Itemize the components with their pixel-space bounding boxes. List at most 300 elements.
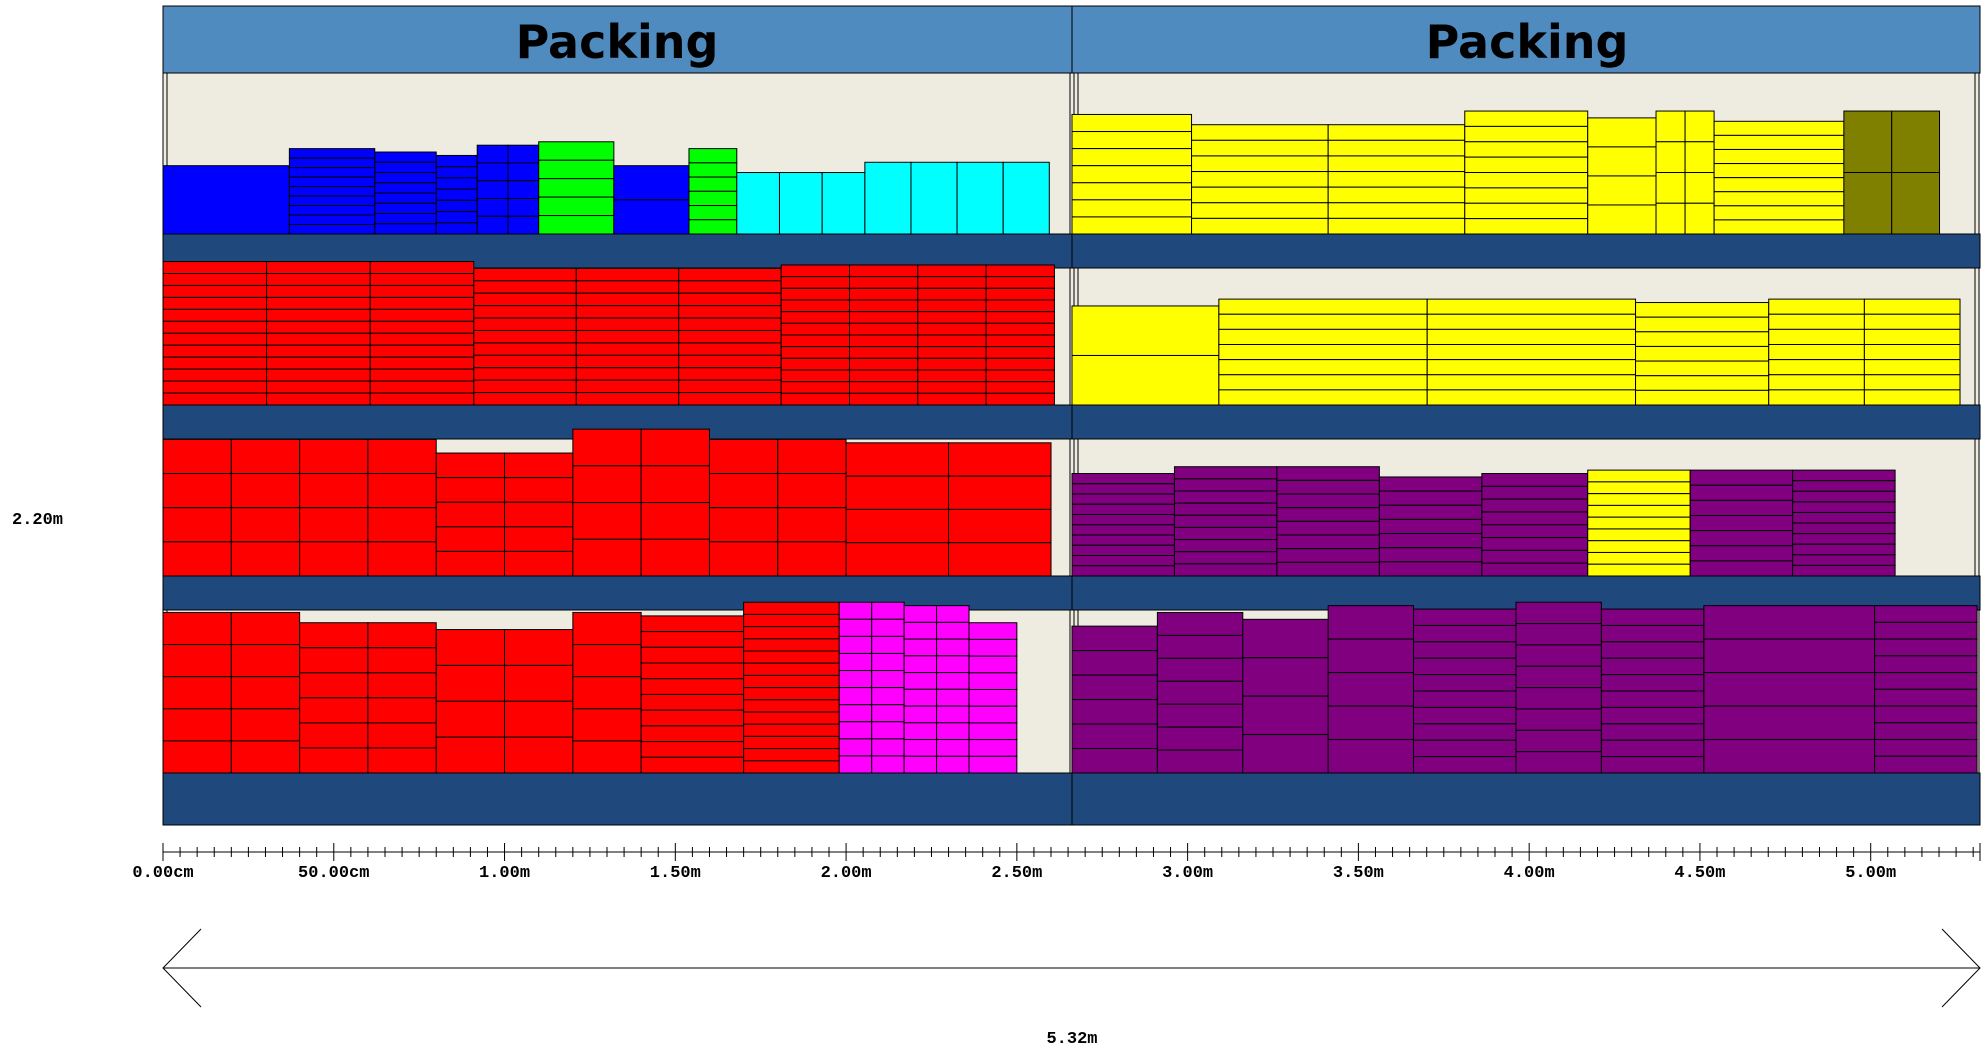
box [781, 393, 849, 405]
box [163, 321, 267, 333]
box [679, 330, 781, 342]
box [1516, 666, 1601, 687]
box [918, 323, 986, 335]
box [576, 318, 678, 330]
box [709, 474, 777, 508]
tick-label: 3.50m [1332, 864, 1384, 883]
box [781, 288, 849, 300]
box [937, 706, 969, 723]
box [744, 749, 840, 761]
box [850, 265, 918, 277]
box [1072, 183, 1192, 200]
box [781, 300, 849, 312]
box-group-left-L4-2 [300, 623, 437, 773]
box [477, 163, 508, 181]
box [1277, 562, 1379, 576]
box [641, 726, 743, 742]
box [1072, 724, 1157, 748]
box [163, 166, 289, 234]
box [300, 673, 368, 698]
box [1414, 740, 1516, 756]
box [846, 509, 948, 542]
box [1328, 606, 1413, 639]
box [937, 673, 969, 690]
box-group-right-L4-7 [1601, 609, 1703, 773]
box [1277, 494, 1379, 508]
box [1690, 470, 1792, 485]
box [231, 709, 299, 741]
box [918, 370, 986, 382]
box [267, 309, 371, 321]
box [969, 756, 1017, 773]
box [1072, 535, 1174, 545]
box [436, 630, 504, 666]
box-group-left-L1-9 [737, 173, 865, 234]
box [1427, 345, 1635, 360]
box [300, 723, 368, 748]
width-label: 5.32m [1046, 1030, 1098, 1047]
box [289, 215, 374, 224]
box [436, 155, 477, 166]
box [1588, 494, 1690, 506]
tick-label: 1.50m [649, 864, 701, 883]
box [1516, 624, 1601, 645]
box [163, 709, 231, 741]
box [289, 187, 374, 196]
box [1072, 149, 1192, 166]
box [1844, 111, 1892, 172]
box [300, 508, 368, 542]
box [1277, 535, 1379, 549]
box [1636, 346, 1769, 361]
box [1769, 375, 1865, 390]
box [1072, 651, 1157, 675]
box [1690, 531, 1792, 546]
box [986, 393, 1054, 405]
box [937, 622, 969, 639]
box [508, 181, 539, 199]
box [1219, 329, 1427, 344]
box [1601, 724, 1703, 740]
box [744, 736, 840, 748]
box [641, 539, 709, 576]
box [1875, 706, 1977, 723]
box [1219, 390, 1427, 405]
box-group-right-L2-3 [1636, 303, 1769, 405]
box [872, 636, 904, 653]
box-group-left-L1-1 [163, 166, 289, 234]
box [1427, 299, 1635, 314]
box [1714, 135, 1844, 149]
box [1690, 485, 1792, 500]
box [1174, 515, 1276, 527]
box [1588, 470, 1690, 482]
box [267, 297, 371, 309]
box [1379, 491, 1481, 505]
box [1379, 505, 1481, 519]
box [1219, 345, 1427, 360]
box [1601, 658, 1703, 674]
box [1072, 749, 1157, 773]
section-header-left: Packing [515, 15, 719, 69]
box [986, 277, 1054, 289]
shelf-right-2 [1072, 405, 1980, 439]
shelf-right-4 [1072, 773, 1980, 825]
box [744, 675, 840, 687]
box [573, 503, 641, 540]
box [1793, 565, 1895, 576]
box [904, 656, 936, 673]
box [679, 393, 781, 405]
box [368, 673, 436, 698]
box [163, 393, 267, 405]
box [744, 712, 840, 724]
box [1482, 538, 1588, 551]
tick-label: 4.00m [1503, 864, 1555, 883]
box [872, 739, 904, 756]
box [436, 502, 504, 527]
box [1328, 639, 1413, 672]
box-group-left-L4-9 [969, 623, 1017, 773]
box [839, 722, 871, 739]
box [850, 323, 918, 335]
box [1072, 566, 1174, 576]
box [986, 370, 1054, 382]
box [1588, 176, 1656, 205]
box-group-right-L4-3 [1243, 619, 1328, 773]
box [1072, 484, 1174, 494]
box [689, 163, 737, 177]
box [300, 439, 368, 473]
box [1465, 111, 1588, 126]
box [573, 709, 641, 741]
box [744, 724, 840, 736]
box [1704, 606, 1875, 639]
box [289, 225, 374, 234]
box [1427, 375, 1635, 390]
box [1656, 203, 1685, 234]
box [474, 330, 576, 342]
box [689, 206, 737, 220]
box [508, 198, 539, 216]
box [1636, 332, 1769, 347]
box [872, 619, 904, 636]
box [918, 300, 986, 312]
box [477, 198, 508, 216]
box [850, 393, 918, 405]
box [267, 345, 371, 357]
box [969, 639, 1017, 656]
box [839, 671, 871, 688]
box [436, 665, 504, 701]
box [1465, 203, 1588, 218]
box [1704, 673, 1875, 706]
box-group-right-L3-4 [1379, 477, 1481, 576]
box [1875, 723, 1977, 740]
box [781, 265, 849, 277]
box [918, 312, 986, 324]
box-group-right-L3-1 [1072, 474, 1174, 576]
box [1427, 360, 1635, 375]
box [839, 602, 871, 619]
box [1769, 390, 1865, 405]
box-group-right-L1-6 [1714, 121, 1844, 234]
box [505, 478, 573, 503]
box [850, 312, 918, 324]
box [1243, 696, 1328, 734]
box [1516, 602, 1601, 623]
box [744, 663, 840, 675]
box [1072, 355, 1219, 405]
box [1482, 550, 1588, 563]
box [839, 756, 871, 773]
box [839, 739, 871, 756]
box-group-left-L4-6 [744, 602, 840, 773]
box [267, 393, 371, 405]
box [709, 508, 777, 542]
box-group-left-L4-5 [641, 616, 743, 773]
box-group-right-L4-8 [1704, 606, 1875, 773]
box [1516, 752, 1601, 773]
box [370, 369, 474, 381]
box [1174, 491, 1276, 503]
box [267, 369, 371, 381]
box [744, 761, 840, 773]
box [679, 355, 781, 367]
box-group-left-L4-8 [904, 606, 969, 773]
tick-label: 2.50m [991, 864, 1043, 883]
box [1769, 329, 1865, 344]
box [375, 214, 436, 224]
box [1482, 525, 1588, 538]
box [1601, 642, 1703, 658]
box [1192, 140, 1329, 156]
box [375, 152, 436, 162]
box-group-left-L1-2 [289, 149, 374, 234]
box [1714, 192, 1844, 206]
box [1465, 188, 1588, 203]
box [1072, 545, 1174, 555]
box [1277, 508, 1379, 522]
box [1482, 499, 1588, 512]
box [1714, 206, 1844, 220]
box [918, 265, 986, 277]
box [986, 265, 1054, 277]
box [573, 466, 641, 503]
box [1704, 706, 1875, 739]
box [1685, 203, 1714, 234]
box-group-right-L2-4 [1769, 299, 1960, 405]
box [474, 281, 576, 293]
box [1328, 203, 1465, 219]
box [937, 656, 969, 673]
box [904, 689, 936, 706]
box [904, 706, 936, 723]
box [267, 285, 371, 297]
box [1636, 376, 1769, 391]
box [1685, 142, 1714, 173]
box [375, 173, 436, 183]
box [1656, 173, 1685, 204]
box [1174, 540, 1276, 552]
box [231, 542, 299, 576]
box [1875, 639, 1977, 656]
box [1864, 314, 1960, 329]
box [839, 653, 871, 670]
box [1414, 707, 1516, 723]
box [1072, 700, 1157, 724]
box [872, 705, 904, 722]
box-group-right-L4-2 [1157, 612, 1242, 773]
box [368, 698, 436, 723]
box [300, 648, 368, 673]
box [1864, 360, 1960, 375]
box [505, 630, 573, 666]
box [505, 502, 573, 527]
box [370, 309, 474, 321]
box-group-left-L3-1 [163, 439, 436, 576]
box [1601, 675, 1703, 691]
box [539, 160, 614, 178]
box [1588, 118, 1656, 147]
box [822, 173, 865, 234]
box [1588, 541, 1690, 553]
box [576, 293, 678, 305]
box-group-left-L1-6 [539, 142, 614, 234]
box [289, 158, 374, 167]
box [614, 166, 689, 200]
box [573, 645, 641, 677]
box [163, 333, 267, 345]
box [576, 281, 678, 293]
box [1601, 691, 1703, 707]
tick-label: 50.00cm [298, 864, 370, 883]
box [850, 277, 918, 289]
box [1769, 360, 1865, 375]
box [1482, 563, 1588, 576]
box [846, 443, 948, 476]
box [1465, 157, 1588, 172]
shelf-left-4 [163, 773, 1072, 825]
box [1704, 639, 1875, 672]
box [986, 358, 1054, 370]
box-group-left-L2-2 [474, 268, 781, 405]
box-group-right-L1-3 [1465, 111, 1588, 234]
box [1704, 740, 1875, 773]
box [231, 612, 299, 644]
box [1793, 512, 1895, 523]
box [679, 380, 781, 392]
box [1690, 561, 1792, 576]
box [1277, 521, 1379, 535]
box [576, 355, 678, 367]
box [1875, 740, 1977, 757]
box [689, 149, 737, 163]
box [474, 368, 576, 380]
box-group-right-L4-1 [1072, 626, 1157, 773]
box [1157, 727, 1242, 750]
box [1690, 500, 1792, 515]
box [1379, 562, 1481, 576]
box [744, 700, 840, 712]
box-group-right-L3-3 [1277, 467, 1379, 576]
box [1588, 482, 1690, 494]
box-group-left-L3-2 [436, 453, 573, 576]
box [370, 285, 474, 297]
box [1793, 470, 1895, 481]
box [1243, 658, 1328, 696]
box [1174, 479, 1276, 491]
box [937, 639, 969, 656]
box [904, 740, 936, 757]
box-group-left-L1-10 [865, 162, 1049, 234]
box [368, 474, 436, 508]
box [1072, 675, 1157, 699]
box [1379, 519, 1481, 533]
box [679, 268, 781, 280]
box [370, 345, 474, 357]
box [1588, 517, 1690, 529]
box [163, 369, 267, 381]
box [778, 474, 846, 508]
box [573, 612, 641, 644]
box [505, 737, 573, 773]
box [163, 741, 231, 773]
box [1793, 523, 1895, 534]
tick-label: 3.00m [1162, 864, 1214, 883]
box [904, 673, 936, 690]
box [163, 439, 231, 473]
box [1072, 217, 1192, 234]
box [781, 277, 849, 289]
box [781, 370, 849, 382]
box [1219, 314, 1427, 329]
box [370, 262, 474, 274]
box [436, 223, 477, 234]
box [839, 636, 871, 653]
box [370, 333, 474, 345]
box [1465, 142, 1588, 157]
box [1174, 552, 1276, 564]
box [477, 216, 508, 234]
box [436, 167, 477, 178]
box-group-right-L1-7 [1844, 111, 1940, 234]
box [163, 262, 267, 274]
box [1072, 132, 1192, 149]
box [163, 309, 267, 321]
box [1328, 673, 1413, 706]
box [368, 623, 436, 648]
box [1714, 178, 1844, 192]
box [1769, 345, 1865, 360]
box [679, 368, 781, 380]
box-group-right-L1-4 [1588, 118, 1656, 234]
box [576, 268, 678, 280]
box [1427, 329, 1635, 344]
box [957, 162, 1003, 234]
box [1072, 494, 1174, 504]
box [781, 335, 849, 347]
box-group-left-L3-4 [709, 439, 846, 576]
box [1793, 555, 1895, 566]
box [969, 656, 1017, 673]
box [778, 508, 846, 542]
box [679, 281, 781, 293]
box-group-left-L4-4 [573, 612, 641, 773]
box [839, 688, 871, 705]
box [474, 318, 576, 330]
tick-label: 2.00m [820, 864, 872, 883]
